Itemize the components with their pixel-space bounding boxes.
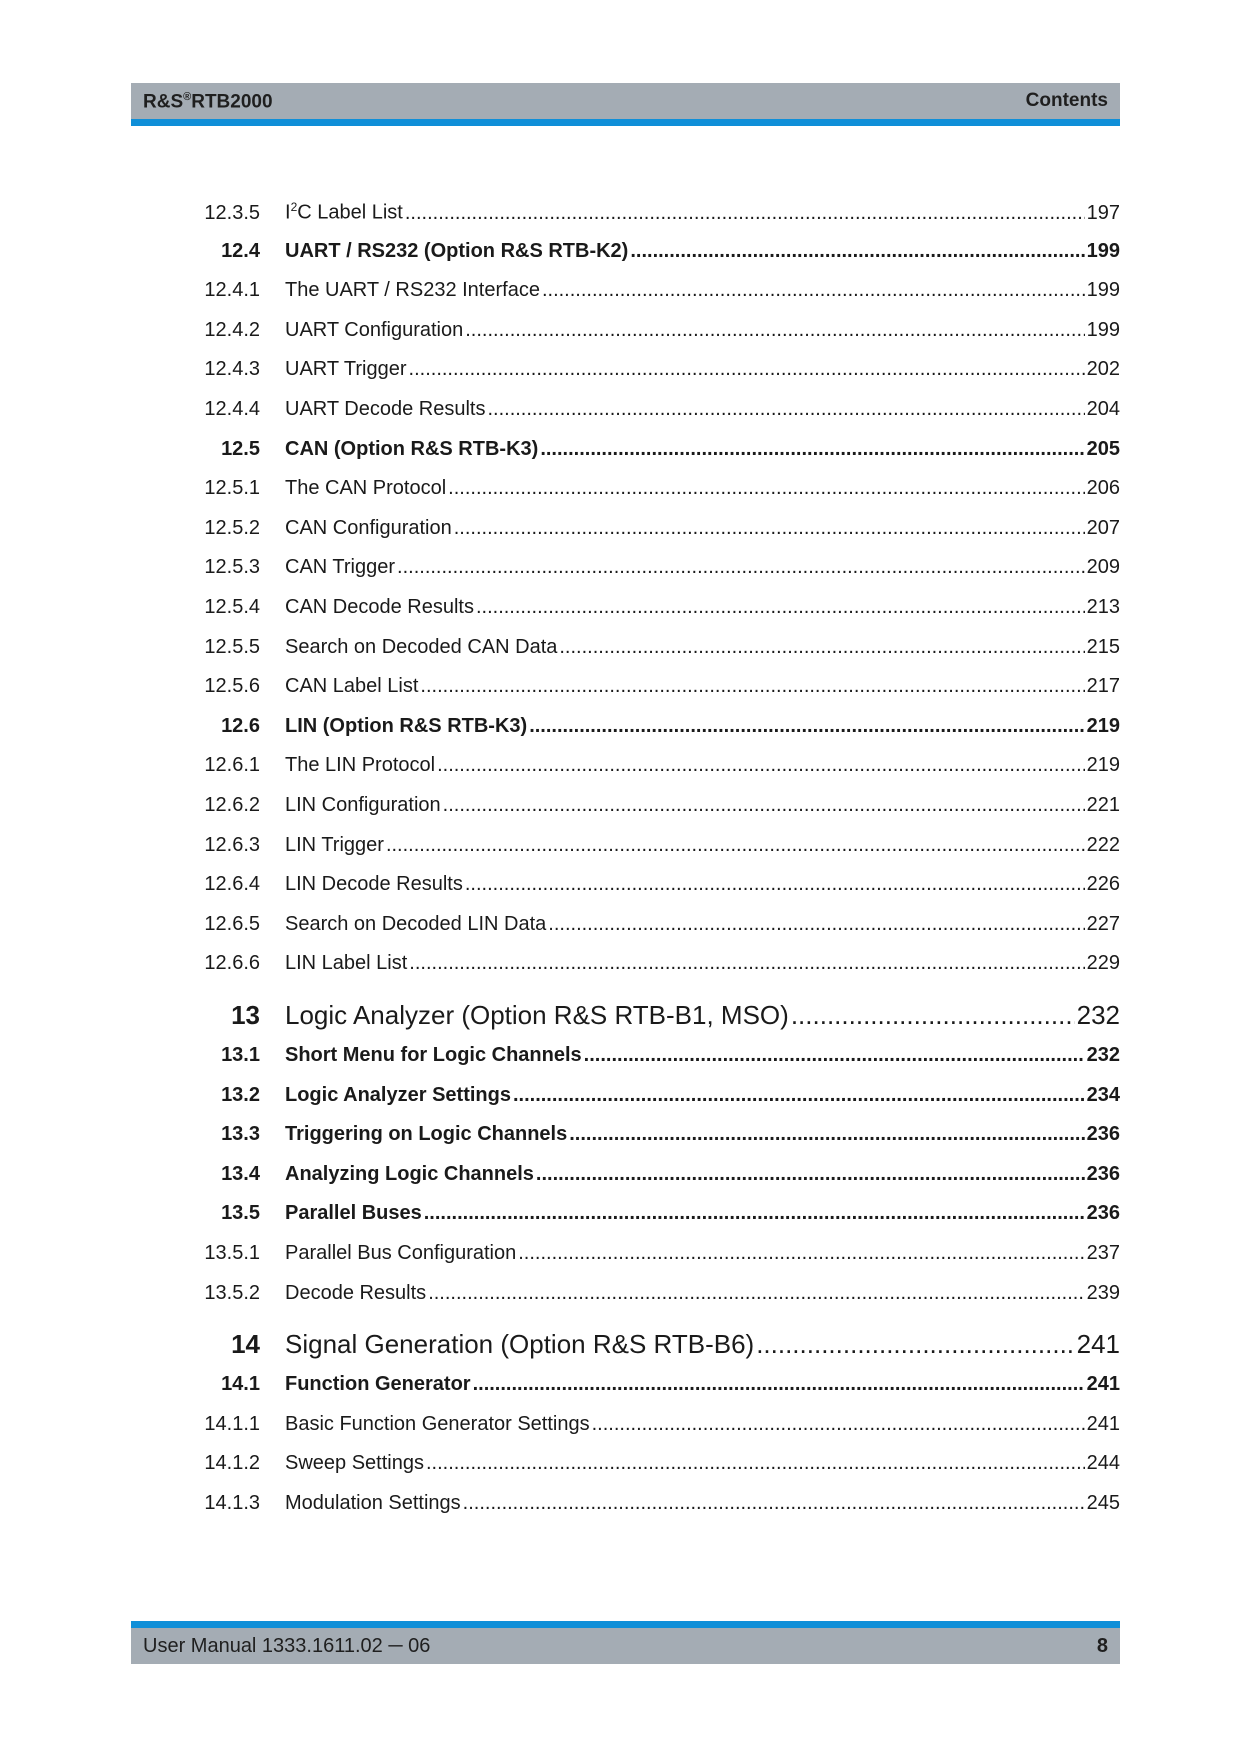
toc-entry-number: 12.5.5 [204,635,260,658]
toc-dot-leader [540,438,1084,461]
toc-entry-title[interactable]: Function Generator [285,1373,471,1396]
toc-dot-leader [513,1084,1085,1107]
toc-dot-leader [756,1329,1074,1360]
brand-model: RTB2000 [191,91,273,113]
toc-entry-number: 13.1 [221,1044,260,1066]
toc-entry-page-number[interactable]: 237 [1086,1242,1120,1264]
toc-entry-number: 12.4.4 [204,398,260,420]
toc-entry[interactable] [0,279,1240,302]
page-header [131,83,1120,119]
toc-entry-number: 12.6.3 [204,833,260,856]
toc-entry[interactable] [0,1242,1240,1265]
toc-entry[interactable] [0,913,1240,936]
toc-dot-leader [559,636,1084,659]
toc-entry-page-number[interactable]: 241 [1086,1412,1120,1435]
toc-entry-title[interactable]: CAN Label List [285,675,419,698]
toc-entry-title[interactable]: LIN Label List [285,952,408,975]
toc-dot-leader [443,794,1085,817]
toc-entry[interactable] [0,952,1240,975]
toc-entry-title[interactable]: LIN Configuration [285,794,441,816]
toc-entry-title[interactable]: Parallel Buses [285,1202,422,1225]
toc-entry-number: 12.4 [221,239,260,262]
registered-mark: ® [183,91,192,103]
toc-entry-title[interactable]: Logic Analyzer (Option R&S RTB-B1, MSO) [285,1000,789,1030]
toc-entry-page-number[interactable]: 204 [1086,398,1120,420]
toc-entry-page-number[interactable]: 202 [1086,358,1120,381]
toc-entry[interactable] [0,319,1240,342]
toc-entry-number: 12.6.2 [204,794,260,816]
footer-accent-bar [131,1621,1120,1628]
toc-entry-number: 13.3 [221,1123,260,1146]
toc-entry-number: 12.5.3 [204,556,260,579]
toc-entry-number: 12.6.6 [204,952,260,975]
brand-name-pre: R&S [143,91,184,113]
toc-dot-leader [487,398,1084,421]
toc-entry[interactable] [0,715,1240,738]
toc-entry-title[interactable]: Signal Generation (Option R&S RTB-B6) [285,1329,755,1360]
toc-entry-page-number[interactable]: 213 [1086,596,1120,618]
toc-entry-number: 14.1 [221,1373,260,1396]
toc-entry[interactable] [0,834,1240,857]
toc-entry[interactable] [0,438,1240,461]
toc-entry-page-number[interactable]: 239 [1086,1281,1120,1304]
toc-entry[interactable] [0,556,1240,579]
toc-entry-title[interactable]: Decode Results [285,1281,427,1304]
toc-entry-page-number[interactable]: 236 [1086,1202,1120,1225]
toc-entry-title[interactable]: CAN Decode Results [285,596,474,618]
toc-entry-page-number[interactable]: 229 [1086,952,1120,975]
toc-entry-page-number[interactable]: 222 [1086,833,1120,856]
toc-entry[interactable] [0,675,1240,698]
toc-entry-title[interactable]: Parallel Bus Configuration [285,1242,517,1264]
toc-dot-leader [536,1163,1085,1186]
toc-entry-title[interactable]: Analyzing Logic Channels [285,1162,534,1185]
toc-entry-title[interactable]: Triggering on Logic Channels [285,1123,568,1146]
toc-dot-leader [420,675,1084,698]
toc-entry[interactable] [0,636,1240,659]
toc-entry-title[interactable] [285,200,403,225]
toc-entry-page-number[interactable]: 241 [1086,1373,1120,1396]
header-section-title: Contents [1025,90,1108,111]
toc-dot-leader [454,517,1085,540]
toc-entry-title[interactable]: UART Configuration [285,318,464,341]
toc-entry-number: 13.2 [221,1083,260,1106]
toc-entry-page-number[interactable]: 221 [1086,794,1120,816]
toc-entry-page-number[interactable]: 199 [1086,318,1120,341]
toc-entry[interactable] [0,240,1240,263]
toc-dot-leader [448,477,1084,500]
toc-entry-page-number[interactable]: 209 [1086,556,1120,579]
toc-entry-number: 12.4.3 [204,358,260,381]
toc-entry-page-number[interactable]: 217 [1086,675,1120,698]
toc-entry[interactable] [0,1373,1240,1396]
toc-entry[interactable] [0,517,1240,540]
header-brand [143,91,273,113]
toc-entry-number: 12.5 [221,437,260,460]
toc-entry-page-number[interactable]: 219 [1086,714,1120,737]
toc-dot-leader [409,358,1085,381]
toc-entry[interactable] [0,873,1240,896]
toc-entry-number: 12.6.4 [204,873,260,896]
toc-entry-page-number[interactable]: 197 [1086,201,1120,224]
toc-entry-number: 12.5.6 [204,675,260,698]
toc-dot-leader [476,596,1085,619]
toc-dot-leader [397,556,1085,579]
toc-entry-number: 14.1.2 [204,1452,260,1475]
toc-entry-title[interactable]: UART / RS232 (Option R&S RTB-K2) [285,239,629,262]
toc-entry-title[interactable]: Search on Decoded LIN Data [285,912,547,935]
toc-dot-leader [592,1413,1085,1436]
toc-entry-page-number[interactable]: 236 [1086,1123,1120,1146]
toc-dot-leader [409,952,1084,975]
toc-entry-number: 13.5 [221,1202,260,1225]
toc-entry-page-number[interactable]: 207 [1086,516,1120,539]
toc-entry-title[interactable]: UART Decode Results [285,398,486,420]
toc-entry[interactable] [0,1202,1240,1225]
toc-entry[interactable] [0,1084,1240,1107]
toc-entry-number: 12.4.2 [204,318,260,341]
toc-entry-page-number[interactable]: 244 [1086,1452,1120,1475]
toc-entry-number: 13 [231,1000,260,1030]
toc-dot-leader [426,1452,1085,1475]
toc-dot-leader [548,913,1084,936]
toc-entry-title[interactable]: The LIN Protocol [285,754,436,777]
toc-entry-page-number[interactable]: 236 [1086,1162,1120,1185]
toc-entry[interactable] [0,1413,1240,1436]
toc-entry-title[interactable]: UART Trigger [285,358,407,381]
toc-entry-title[interactable]: CAN Trigger [285,556,396,579]
toc-entry[interactable] [0,1044,1240,1067]
toc-entry-title[interactable]: LIN Decode Results [285,873,463,896]
page-footer [131,1628,1120,1664]
toc-entry[interactable] [0,754,1240,777]
toc-dot-leader [518,1242,1084,1265]
toc-entry-title[interactable]: Sweep Settings [285,1452,424,1475]
toc-entry[interactable] [0,596,1240,619]
toc-entry-title-superscript: 2 [290,200,298,214]
toc-entry-number: 14.1.3 [204,1492,260,1514]
toc-entry-page-number[interactable]: 226 [1086,873,1120,896]
toc-dot-leader [584,1044,1085,1067]
toc-entry-page-number[interactable]: 241 [1076,1329,1120,1360]
toc-dot-leader [791,1000,1075,1031]
toc-dot-leader [465,873,1085,896]
toc-entry[interactable] [0,1282,1240,1305]
toc-entry-number: 12.5.2 [204,516,260,539]
footer-document-id: User Manual 1333.1611.02 ─ 06 [143,1635,431,1657]
toc-entry-number: 12.6.1 [204,754,260,777]
toc-dot-leader [529,715,1084,738]
toc-entry-number: 12.4.1 [204,279,260,302]
toc-entry-title[interactable]: LIN Trigger [285,833,384,856]
toc-entry-page-number[interactable]: 232 [1086,1044,1120,1066]
toc-dot-leader [386,834,1085,857]
footer-page-number: 8 [1096,1635,1108,1657]
toc-entry-title[interactable]: CAN Configuration [285,516,452,539]
toc-entry-title[interactable]: Search on Decoded CAN Data [285,635,558,658]
toc-dot-leader [437,754,1085,777]
toc-dot-leader [542,279,1085,302]
toc-entry-page-number[interactable]: 206 [1086,477,1120,500]
toc-entry-title[interactable]: The CAN Protocol [285,477,447,500]
toc-entry-number: 12.5.1 [204,477,260,500]
toc-entry-page-number[interactable]: 199 [1086,239,1120,262]
toc-entry[interactable] [0,398,1240,421]
toc-entry[interactable] [0,1329,1240,1360]
toc-dot-leader [428,1282,1084,1305]
toc-entry[interactable] [0,358,1240,381]
toc-entry-title[interactable]: Basic Function Generator Settings [285,1412,590,1435]
toc-entry-title[interactable]: CAN (Option R&S RTB-K3) [285,437,539,460]
toc-entry[interactable] [0,794,1240,817]
toc-dot-leader [569,1123,1084,1146]
toc-dot-leader [424,1202,1085,1225]
header-accent-bar [131,119,1120,126]
toc-entry-page-number[interactable]: 232 [1076,1000,1120,1030]
toc-entry-number: 13.5.2 [204,1281,260,1304]
toc-entry-number: 13.5.1 [204,1242,260,1264]
toc-entry[interactable] [0,477,1240,500]
toc-entry-number: 14.1.1 [204,1412,260,1435]
toc-dot-leader [405,202,1085,225]
toc-entry-title-text: C Label List [297,201,403,224]
toc-entry-number: 12.6.5 [204,912,260,935]
toc-entry-title[interactable]: LIN (Option R&S RTB-K3) [285,714,528,737]
toc-entry[interactable] [0,1492,1240,1515]
toc-entry[interactable] [0,1163,1240,1186]
toc-entry-number: 12.6 [221,714,260,737]
toc-entry-page-number[interactable]: 219 [1086,754,1120,777]
toc-entry-page-number[interactable]: 234 [1086,1083,1120,1106]
toc-entry-page-number[interactable]: 199 [1086,279,1120,302]
toc-entry-title[interactable]: Short Menu for Logic Channels [285,1044,582,1066]
toc-entry-title[interactable]: Logic Analyzer Settings [285,1083,511,1106]
toc-entry-page-number[interactable]: 227 [1086,912,1120,935]
toc-entry-page-number[interactable]: 245 [1086,1492,1120,1514]
toc-entry[interactable] [0,1000,1240,1031]
toc-entry[interactable] [0,1452,1240,1475]
toc-entry-title-prefix: I [285,201,291,224]
toc-entry-number: 12.5.4 [204,596,260,618]
toc-dot-leader [465,319,1084,342]
toc-entry-page-number[interactable]: 205 [1086,437,1120,460]
toc-entry-title[interactable]: The UART / RS232 Interface [285,279,540,302]
toc-entry-page-number[interactable]: 215 [1086,635,1120,658]
toc-entry[interactable] [0,1123,1240,1146]
toc-dot-leader [463,1492,1085,1515]
toc-entry-number: 12.3.5 [204,201,260,224]
toc-entry-number: 14 [231,1329,260,1360]
toc-entry-number: 13.4 [221,1162,260,1185]
toc-entry-title[interactable]: Modulation Settings [285,1492,461,1514]
toc-dot-leader [473,1373,1085,1396]
toc-dot-leader [630,240,1084,263]
toc-entry[interactable] [0,200,1240,225]
